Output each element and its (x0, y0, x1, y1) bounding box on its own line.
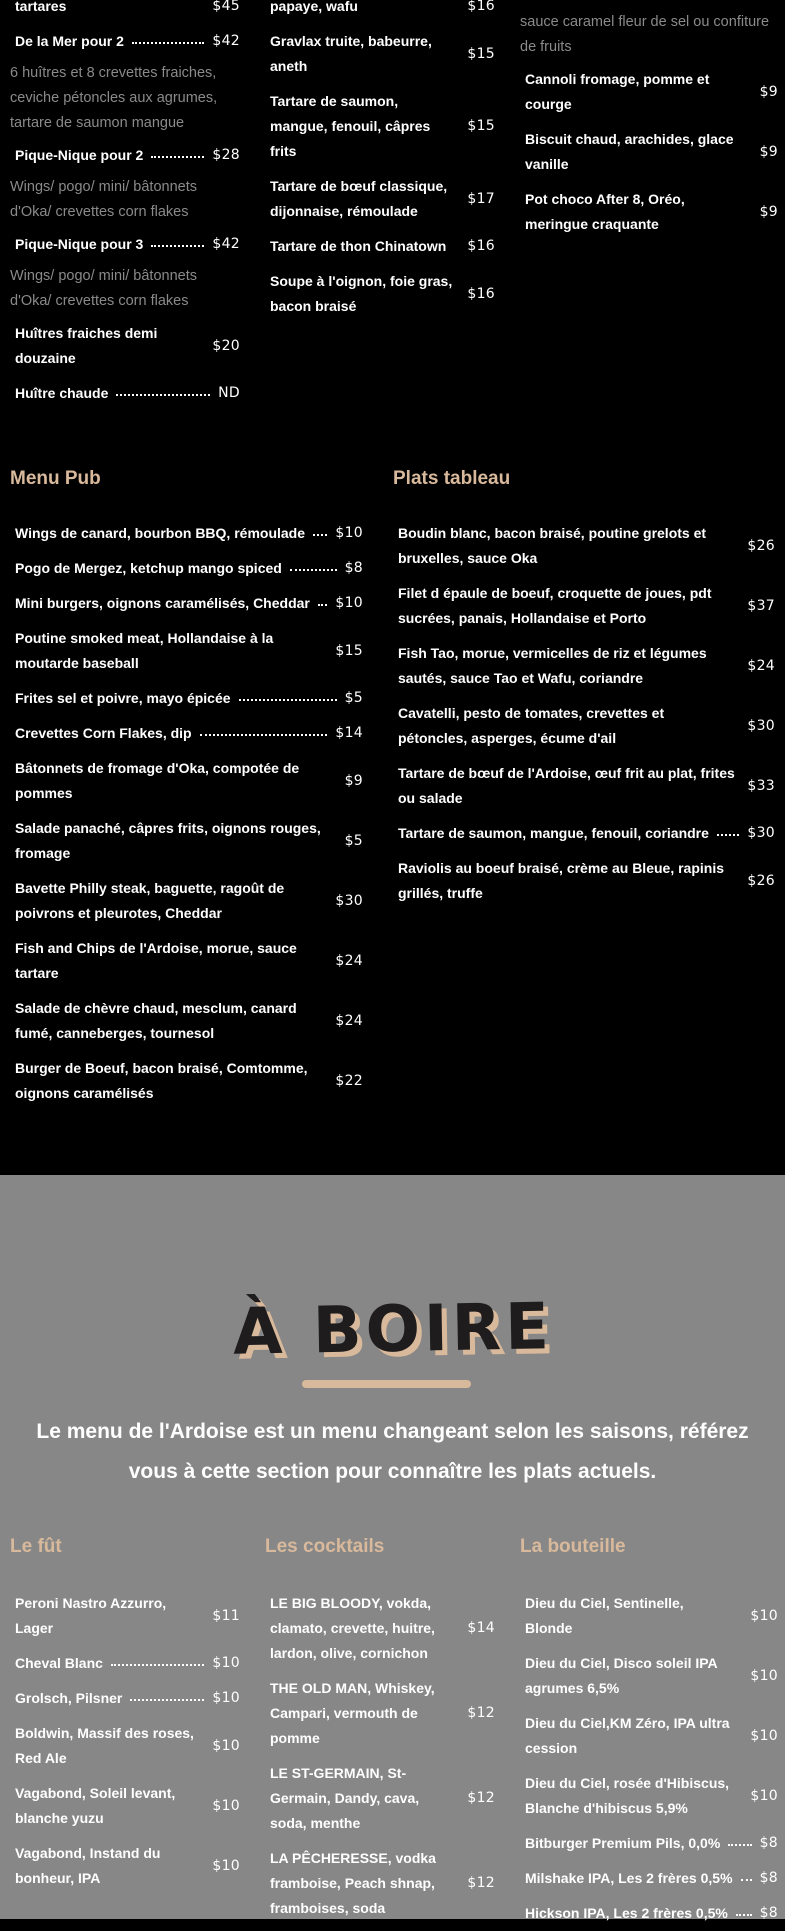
menu-item (10, 316, 240, 376)
menu-item (393, 576, 775, 636)
menu-item-price: $9 (344, 772, 363, 789)
menu-item-name: Tartare de thon Chinatown (270, 238, 447, 254)
menu-item (10, 376, 240, 411)
menu-item-price: $24 (335, 952, 363, 969)
menu-item-price: $30 (335, 892, 363, 909)
menu-item-price: $26 (747, 537, 775, 554)
menu-item-price: $16 (467, 238, 495, 254)
menu-item-price: $16 (467, 0, 495, 14)
menu-item-name: Peroni Nastro Azzurro, Lager (15, 1595, 167, 1636)
menu-item-name: Gravlax truite, babeurre, aneth (270, 33, 432, 74)
menu-item-name: Tartare de bœuf classique, dijonnaise, rémoulade (270, 178, 448, 219)
menu-item-price: $24 (335, 1012, 363, 1029)
menu-item-price: $30 (747, 825, 775, 841)
menu-item-name: Tartare de saumon, mangue, fenouil, coriandre (398, 825, 709, 841)
menu-item (10, 751, 363, 811)
menu-item-name: Raviolis au boeuf braisé, crème au Bleue, rapinis grillés, truffe (398, 860, 725, 901)
menu-item-price: $10 (750, 1667, 778, 1684)
dotted-leader (111, 1664, 204, 1666)
menu-item (265, 24, 495, 84)
dotted-leader (200, 734, 328, 736)
menu-item-name: Huître chaude (15, 385, 109, 401)
menu-item-name: Bavette Philly steak, baguette, ragoût de poivrons et pleurotes, Cheddar (15, 880, 285, 921)
menu-item-name: Cavatelli, pesto de tomates, crevettes et pétoncles, asperges, écume d'ail (398, 705, 665, 746)
menu-item (265, 1671, 495, 1756)
menu-item-price: $10 (212, 1737, 240, 1754)
menu-item-name: Pique-Nique pour 3 (15, 236, 144, 252)
menu-item-price: $8 (344, 560, 363, 576)
menu-item (10, 931, 363, 991)
menu-item (520, 1646, 778, 1706)
menu-item (10, 551, 363, 586)
menu-item (10, 586, 363, 621)
menu-item-name: Vagabond, Instand du bonheur, IPA (15, 1845, 161, 1886)
dotted-leader (728, 1844, 751, 1846)
menu-item-name: Bitburger Premium Pils, 0,0% (525, 1835, 721, 1851)
menu-item-name: Huîtres fraiches demi douzaine (15, 325, 158, 366)
menu-item-price: $28 (212, 147, 240, 163)
menu-item-price: $24 (747, 657, 775, 674)
menu-item (520, 1896, 778, 1931)
menu-item-name: Fish Tao, morue, vermicelles de riz et légumes sautés, sauce Tao et Wafu, coriandre (398, 645, 707, 686)
dotted-leader (130, 1699, 204, 1701)
dotted-leader (741, 1879, 752, 1881)
menu-item-price: $10 (212, 1857, 240, 1874)
menu-item-name: Vagabond, Soleil levant, blanche yuzu (15, 1785, 176, 1826)
menu-item-name: Biscuit chaud, arachides, glace vanille (525, 131, 734, 172)
dotted-leader (151, 156, 204, 158)
menu-item-name: LE BIG BLOODY, vokda, clamato, crevette, huitre, lardon, olive, cornichon (270, 1595, 435, 1661)
menu-item (10, 1681, 240, 1716)
menu-item (520, 1586, 778, 1646)
menu-item-price: $11 (212, 1607, 240, 1624)
menu-item (520, 1861, 778, 1896)
menu-item-name: Boudin blanc, bacon braisé, poutine grelots et bruxelles, sauce Oka (398, 525, 707, 566)
menu-item-price: $14 (335, 725, 363, 741)
dotted-leader (74, 7, 204, 9)
menu-pub-list (10, 516, 363, 1111)
entrees-column-1 (10, 0, 240, 411)
menu-item (10, 227, 240, 262)
menu-item-name: Salade de chèvre chaud, mesclum, canard fumé, canneberges, tournesol (15, 1000, 297, 1041)
menu-item-name: Soupe à l'oignon, foie gras, bacon braisé (270, 273, 453, 314)
menu-item (10, 991, 363, 1051)
menu-item (393, 851, 775, 911)
menu-item (10, 24, 240, 59)
menu-item-name: tartares (15, 0, 67, 14)
menu-item-name: Poutine smoked meat, Hollandaise à la moutarde baseball (15, 630, 274, 671)
item-description: Wings/ pogo/ mini/ bâtonnets d'Oka/ crevettes corn flakes (10, 268, 197, 309)
entrees-column-2 (265, 0, 495, 324)
bouteille-title: La bouteille (520, 1536, 626, 1557)
menu-item-price: $8 (759, 1870, 778, 1886)
menu-item (393, 636, 775, 696)
menu-item (10, 1586, 240, 1646)
menu-item-price: $9 (759, 143, 778, 160)
menu-item-price: $10 (212, 1690, 240, 1706)
menu-item-name: Boldwin, Massif des roses, Red Ale (15, 1725, 194, 1766)
menu-item (10, 138, 240, 173)
menu-item-price: $10 (212, 1655, 240, 1671)
menu-item (520, 1766, 778, 1826)
menu-item-price: ND (218, 385, 240, 401)
menu-item-name: LA PÊCHERESSE, vodka framboise, Peach shnap, framboises, soda (270, 1850, 436, 1916)
menu-item-price: $9 (759, 83, 778, 100)
menu-item (393, 696, 775, 756)
dotted-leader (290, 569, 337, 571)
menu-item (10, 516, 363, 551)
menu-item-name: Cheval Blanc (15, 1655, 103, 1671)
menu-item-price: $33 (747, 777, 775, 794)
menu-item-name: papaye, wafu (270, 0, 358, 14)
menu-item-name: Dieu du Ciel, Disco soleil IPA agrumes 6,5% (525, 1655, 718, 1696)
item-description: Wings/ pogo/ mini/ bâtonnets d'Oka/ crevettes corn flakes (10, 179, 197, 220)
menu-item (520, 62, 778, 122)
menu-item (520, 1826, 778, 1861)
menu-item (520, 182, 778, 242)
menu-item (265, 264, 495, 324)
menu-item-price: $8 (759, 1835, 778, 1851)
menu-item-price: $5 (344, 832, 363, 849)
menu-item-price: $30 (747, 717, 775, 734)
menu-item (265, 84, 495, 169)
menu-item-name: Salade panaché, câpres frits, oignons rouges, fromage (15, 820, 321, 861)
menu-item (10, 1776, 240, 1836)
menu-item-name: De la Mer pour 2 (15, 33, 124, 49)
menu-item-name: Dieu du Ciel,KM Zéro, IPA ultra cession (525, 1715, 730, 1756)
cocktails-list (265, 1586, 495, 1926)
menu-item (10, 1836, 240, 1896)
menu-item-price: $12 (467, 1790, 495, 1806)
menu-item (10, 811, 363, 871)
menu-item-name: Dieu du Ciel, rosée d'Hibiscus, Blanche d'hibiscus 5,9% (525, 1775, 730, 1816)
item-description: 6 huîtres et 8 crevettes fraiches, ceviche pétoncles aux agrumes, tartare de saumon mangue (10, 65, 218, 131)
menu-item (520, 1706, 778, 1766)
menu-item-name: THE OLD MAN, Whiskey, Campari, vermouth de pomme (270, 1680, 435, 1746)
menu-item-name: Pique-Nique pour 2 (15, 147, 144, 163)
menu-item-price: $15 (335, 642, 363, 659)
cocktails-title: Les cocktails (265, 1536, 385, 1557)
menu-item (393, 516, 775, 576)
menu-item (265, 229, 495, 264)
menu-item-price: $10 (212, 1797, 240, 1814)
menu-pub-title: Menu Pub (10, 468, 101, 489)
menu-item-price: $42 (212, 33, 240, 49)
menu-item-price: $14 (467, 1620, 495, 1636)
menu-item (393, 816, 775, 851)
a-boire-title: À BOIRE (231, 1290, 554, 1370)
menu-item-price: $37 (747, 597, 775, 614)
le-fut-title: Le fût (10, 1536, 62, 1557)
menu-item (10, 1646, 240, 1681)
menu-item-name: Bâtonnets de fromage d'Oka, compotée de pommes (15, 760, 300, 801)
menu-item (265, 1841, 495, 1926)
menu-item-price: $10 (750, 1727, 778, 1744)
menu-item (10, 1051, 363, 1111)
menu-item (10, 1716, 240, 1776)
menu-item (265, 1586, 495, 1671)
dotted-leader (313, 534, 327, 536)
menu-item-price: $10 (750, 1607, 778, 1624)
menu-item-price: $22 (335, 1072, 363, 1089)
menu-item (265, 0, 495, 24)
menu-item-price: $5 (344, 690, 363, 706)
menu-item-price: $15 (467, 45, 495, 62)
dotted-leader (239, 699, 337, 701)
menu-item-name: Pogo de Mergez, ketchup mango spiced (15, 560, 282, 576)
menu-item (265, 1756, 495, 1841)
dotted-leader (116, 394, 210, 396)
menu-item-price: $20 (212, 337, 240, 354)
menu-item-price: $15 (467, 118, 495, 134)
menu-item (10, 0, 240, 24)
menu-item-price: $9 (759, 203, 778, 220)
menu-item-name: LE ST-GERMAIN, St-Germain, Dandy, cava, soda, menthe (270, 1765, 420, 1831)
bouteille-list (520, 1586, 778, 1931)
menu-item-name: Tartare de bœuf de l'Ardoise, œuf frit au plat, frites ou salade (398, 765, 735, 806)
dotted-leader (151, 245, 204, 247)
menu-item-name: Cannoli fromage, pomme et courge (525, 71, 710, 112)
menu-item (520, 122, 778, 182)
menu-item-price: $10 (335, 525, 363, 541)
item-description: sauce caramel fleur de sel ou confiture de fruits (520, 14, 770, 55)
le-fut-list (10, 1586, 240, 1896)
dotted-leader (736, 1914, 752, 1916)
menu-item-name: Dieu du Ciel, Sentinelle, Blonde (525, 1595, 684, 1636)
menu-item-name: Grolsch, Pilsner (15, 1690, 123, 1706)
menu-item-price: $12 (467, 1875, 495, 1891)
menu-item (10, 716, 363, 751)
dotted-leader (318, 604, 328, 606)
plats-tableau-title: Plats tableau (393, 468, 511, 489)
menu-item (265, 169, 495, 229)
menu-item-price: $10 (335, 595, 363, 611)
menu-item-price: $26 (747, 872, 775, 889)
dotted-leader (132, 42, 204, 44)
menu-item-price: $12 (467, 1705, 495, 1721)
plats-tableau-list (393, 516, 775, 911)
menu-item-name: Wings de canard, bourbon BBQ, rémoulade (15, 525, 306, 541)
menu-item-price: $42 (212, 236, 240, 252)
menu-item-name: Milshake IPA, Les 2 frères 0,5% (525, 1870, 733, 1886)
menu-item (10, 871, 363, 931)
menu-item-price: $10 (750, 1787, 778, 1804)
menu-item-name: Hickson IPA, Les 2 frères 0,5% (525, 1905, 728, 1921)
menu-item-name: Crevettes Corn Flakes, dip (15, 725, 192, 741)
menu-item-price: $17 (467, 190, 495, 207)
menu-item-name: Burger de Boeuf, bacon braisé, Comtomme, oignons caramélisés (15, 1060, 308, 1101)
menu-item-price: $8 (759, 1905, 778, 1921)
drinks-intro: Le menu de l'Ardoise est un menu changeant selon les saisons, référez vous à cette section pour connaître les plats actuels. (36, 1420, 749, 1483)
a-boire-heading (0, 1290, 785, 1370)
menu-item-name: Pot choco After 8, Oréo, meringue craquante (525, 191, 685, 232)
desserts-column (520, 8, 778, 242)
menu-item-name: Frites sel et poivre, mayo épicée (15, 690, 231, 706)
menu-item-price: $45 (212, 0, 240, 14)
heading-underline (302, 1380, 471, 1388)
menu-item (393, 756, 775, 816)
dotted-leader (717, 834, 739, 836)
menu-item-name: Tartare de saumon, mangue, fenouil, câpres frits (270, 93, 431, 159)
menu-item-name: Mini burgers, oignons caramélisés, Cheddar (15, 595, 310, 611)
menu-item-name: Fish and Chips de l'Ardoise, morue, sauce tartare (15, 940, 297, 981)
menu-item (10, 681, 363, 716)
menu-item-name: Filet d épaule de boeuf, croquette de joues, pdt sucrées, panais, Hollandaise et Porto (398, 585, 712, 626)
menu-item (10, 621, 363, 681)
menu-item-price: $16 (467, 285, 495, 302)
